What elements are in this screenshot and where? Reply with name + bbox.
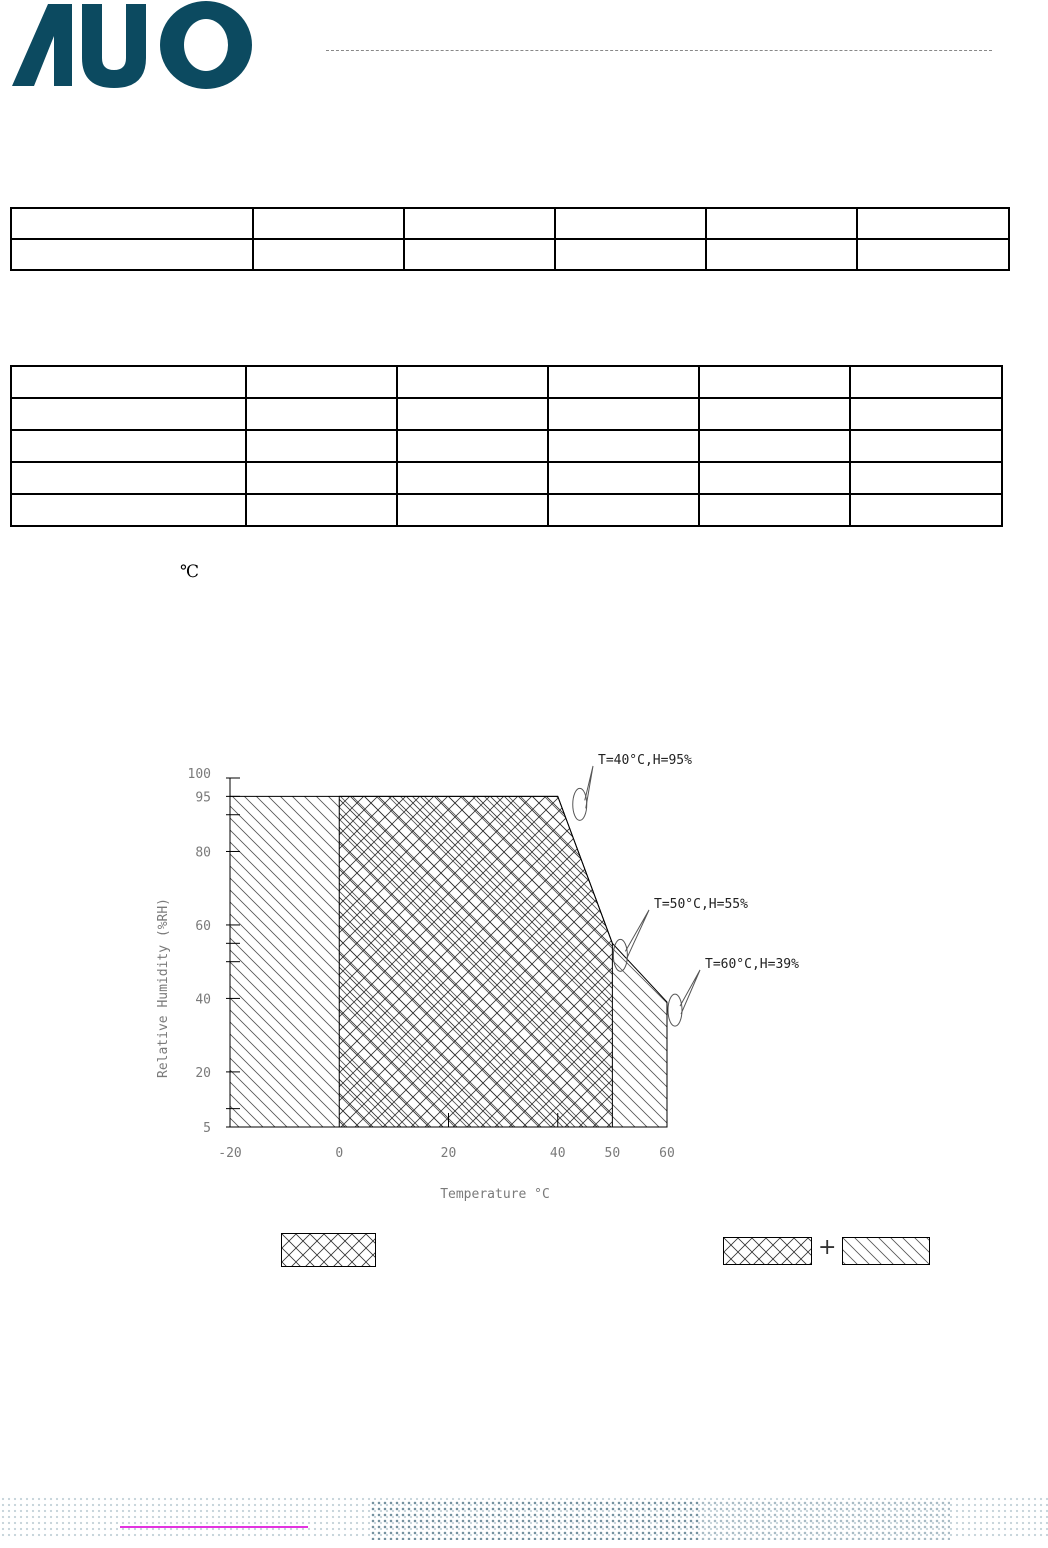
table-cell [706, 239, 857, 270]
auo-logo [10, 0, 255, 90]
header-rule [326, 50, 992, 51]
table-cell [699, 462, 850, 494]
table-row [11, 398, 1002, 430]
y-tick-label: 5 [203, 1121, 211, 1136]
table-cell [11, 462, 246, 494]
table-cell [555, 239, 706, 270]
legend-plus-sign: + [818, 1235, 837, 1260]
table-cell [397, 430, 548, 462]
table-cell [397, 494, 548, 526]
table-cell [253, 239, 404, 270]
table-cell [555, 208, 706, 239]
x-tick-label: 60 [659, 1146, 675, 1161]
table-cell [253, 208, 404, 239]
table-cell [548, 462, 699, 494]
table-cell [699, 494, 850, 526]
table-cell [850, 494, 1002, 526]
annotation-label: T=60°C,H=39% [705, 957, 799, 972]
x-tick-label: 20 [440, 1146, 457, 1161]
table-cell [850, 366, 1002, 398]
table-cell [404, 239, 555, 270]
table-cell [548, 398, 699, 430]
y-tick-label: 80 [195, 845, 211, 861]
table-cell [397, 398, 548, 430]
footer-link-underline [120, 1526, 308, 1528]
table-row [11, 462, 1002, 494]
x-tick-label: -20 [218, 1146, 242, 1161]
table-cell [548, 494, 699, 526]
table-cell [850, 462, 1002, 494]
x-tick-label: 40 [549, 1146, 566, 1161]
table-row [11, 208, 1009, 239]
annotation-callout-marker [668, 994, 682, 1026]
annotation-callout-marker [573, 788, 587, 820]
table-row [11, 239, 1009, 270]
table-cell [11, 398, 246, 430]
spec-table-1 [10, 207, 1010, 271]
legend-storage-swatch-cross [723, 1237, 812, 1265]
table-cell [850, 398, 1002, 430]
degree-celsius-note: ℃ [180, 562, 200, 582]
table-cell [11, 366, 246, 398]
table-cell [699, 398, 850, 430]
annotation-label: T=40°C,H=95% [598, 753, 692, 768]
y-tick-label: 60 [195, 918, 211, 934]
annotation-leader-line [585, 766, 593, 808]
y-tick-label: 40 [195, 992, 211, 1008]
table-cell [11, 430, 246, 462]
table-cell [706, 208, 857, 239]
table-cell [850, 430, 1002, 462]
y-tick-label: 95 [195, 790, 211, 806]
annotation-leader-line [625, 910, 649, 959]
y-tick-label: 20 [195, 1065, 211, 1081]
x-tick-label: 0 [335, 1146, 344, 1161]
x-tick-label: 50 [604, 1146, 621, 1161]
table-cell [11, 239, 253, 270]
table-cell [246, 366, 397, 398]
table-cell [246, 398, 397, 430]
table-cell [548, 430, 699, 462]
table-cell [397, 366, 548, 398]
table-row [11, 430, 1002, 462]
table-cell [246, 430, 397, 462]
legend-operating-swatch [281, 1233, 376, 1267]
table-cell [11, 208, 253, 239]
table-cell [548, 366, 699, 398]
table-cell [404, 208, 555, 239]
table-row [11, 366, 1002, 398]
table-cell [699, 366, 850, 398]
legend-storage-swatch-single [842, 1237, 930, 1265]
table-cell [857, 208, 1009, 239]
table-cell [699, 430, 850, 462]
table-row [11, 494, 1002, 526]
x-axis-label: Temperature °C [440, 1187, 550, 1202]
operating-region-area [339, 796, 612, 1127]
annotation-label: T=50°C,H=55% [654, 897, 748, 912]
footer-dot-band-mid [700, 1500, 950, 1540]
annotation-leader-line [680, 970, 700, 1014]
table-cell [397, 462, 548, 494]
humidity-temperature-chart [140, 740, 840, 1210]
table-cell [857, 239, 1009, 270]
table-cell [246, 462, 397, 494]
table-cell [11, 494, 246, 526]
spec-table-2 [10, 365, 1003, 527]
y-tick-label: 100 [187, 767, 211, 782]
footer-dot-band-dark [370, 1500, 700, 1540]
table-cell [246, 494, 397, 526]
y-axis-label: Relative Humidity (%RH) [156, 897, 171, 1079]
